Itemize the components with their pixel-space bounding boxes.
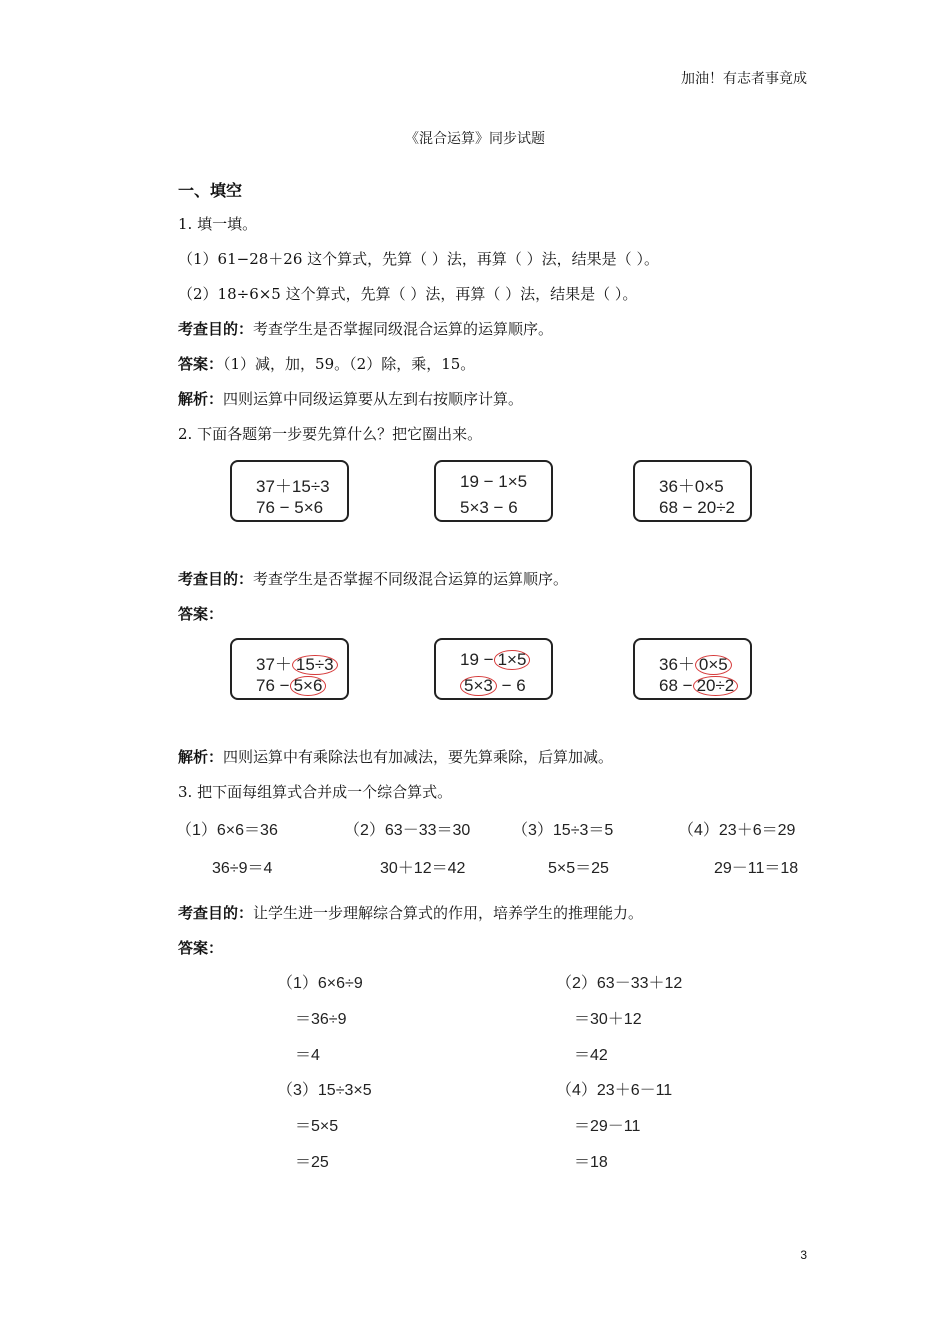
analysis-label: 解析：: [178, 748, 224, 766]
purpose-text: 考查学生是否掌握同级混合运算的运算顺序。: [253, 320, 554, 338]
q1-part1: （1）61−28＋26 这个算式，先算（ ）法，再算（ ）法，结果是（ ）。: [178, 250, 659, 268]
calc-step: ＝30＋12: [574, 1011, 642, 1028]
q1-answer: [178, 353, 475, 374]
q3-stem: 3. 把下面每组算式合并成一个综合算式。: [178, 783, 453, 801]
calc-step: ＝29－11: [574, 1118, 641, 1135]
circled-step: 15÷3: [292, 655, 338, 675]
document-title: 《混合运算》同步试题: [405, 131, 545, 147]
calc-step: ＝36÷9: [295, 1011, 347, 1028]
header-motto: 加油！有志者事竟成: [681, 71, 807, 87]
calc-step: ＝42: [574, 1047, 608, 1064]
expression: 19 − 1×5: [460, 472, 528, 491]
expression: 5×3 − 6: [460, 498, 518, 517]
expression: 37＋15÷3: [256, 477, 330, 496]
equation: 5×5＝25: [548, 860, 609, 877]
combined-expression: （4）23＋6－11: [556, 1082, 673, 1099]
circled-step: 5×3: [460, 676, 497, 696]
combined-expression: （3）15÷3×5: [277, 1082, 372, 1099]
answer-text: （1）减，加，59。（2）除，乘，15。: [223, 355, 476, 373]
calc-step: ＝5×5: [295, 1118, 339, 1135]
circled-step: 1×5: [494, 650, 531, 670]
q3-purpose: [178, 902, 643, 923]
expression: 36＋0×5: [659, 477, 724, 496]
expression-box: [633, 460, 752, 522]
answer-box: [434, 638, 553, 700]
expression: 68 − 20÷2: [659, 498, 735, 517]
analysis-label: 解析：: [178, 390, 224, 408]
answer-label: 答案：: [178, 355, 224, 373]
combined-expression: （1）6×6÷9: [277, 975, 363, 992]
combined-expression: （2）63－33＋12: [556, 975, 683, 992]
expression: 76 − 5×6: [256, 498, 324, 517]
q3-answer-label: 答案：: [178, 939, 224, 957]
expression: 19 − 1×5: [460, 650, 530, 670]
purpose-label: 考查目的：: [178, 320, 254, 338]
circled-step: 0×5: [695, 655, 732, 675]
q1-analysis: [178, 388, 523, 409]
expression: 68 − 20÷2: [659, 676, 738, 696]
q2-analysis: [178, 746, 613, 767]
answer-box: [633, 638, 752, 700]
section-heading: 一、填空: [178, 181, 243, 200]
q2-stem: 2. 下面各题第一步要先算什么？把它圈出来。: [178, 425, 483, 443]
purpose-label: 考查目的：: [178, 570, 254, 588]
equation: 30＋12＝42: [380, 860, 466, 877]
analysis-text: 四则运算中有乘除法也有加减法，要先算乘除，后算加减。: [223, 748, 614, 766]
circled-step: 5×6: [290, 676, 327, 696]
expression-box: [434, 460, 553, 522]
purpose-text: 考查学生是否掌握不同级混合运算的运算顺序。: [253, 570, 569, 588]
expression: 76 − 5×6: [256, 676, 326, 696]
circled-step: 20÷2: [693, 676, 739, 696]
calc-step: ＝25: [295, 1154, 329, 1171]
equation: （2）63－33＝30: [344, 822, 471, 839]
q2-purpose: [178, 568, 568, 589]
purpose-text: 让学生进一步理解综合算式的作用，培养学生的推理能力。: [253, 904, 644, 922]
analysis-text: 四则运算中同级运算要从左到右按顺序计算。: [223, 390, 524, 408]
equation: （4）23＋6＝29: [678, 822, 796, 839]
expression: 36＋ 0×5: [659, 650, 732, 675]
expression: 37＋ 15÷3: [256, 650, 338, 675]
equation: （1）6×6＝36: [176, 822, 278, 839]
page-number: 3: [800, 1248, 807, 1262]
q1-part2: （2）18÷6×5 这个算式，先算（ ）法，再算（ ）法，结果是（ ）。: [178, 285, 638, 303]
equation: 29－11＝18: [714, 860, 799, 877]
equation: （3）15÷3＝5: [512, 822, 614, 839]
answer-box: [230, 638, 349, 700]
purpose-label: 考查目的：: [178, 904, 254, 922]
calc-step: ＝4: [295, 1047, 320, 1064]
q2-answer-label: 答案：: [178, 605, 224, 623]
expression: 5×3 − 6: [460, 676, 526, 696]
q1-stem: 1. 填一填。: [178, 215, 258, 233]
expression-box: [230, 460, 349, 522]
q1-purpose: [178, 318, 553, 339]
calc-step: ＝18: [574, 1154, 608, 1171]
equation: 36÷9＝4: [212, 860, 273, 877]
